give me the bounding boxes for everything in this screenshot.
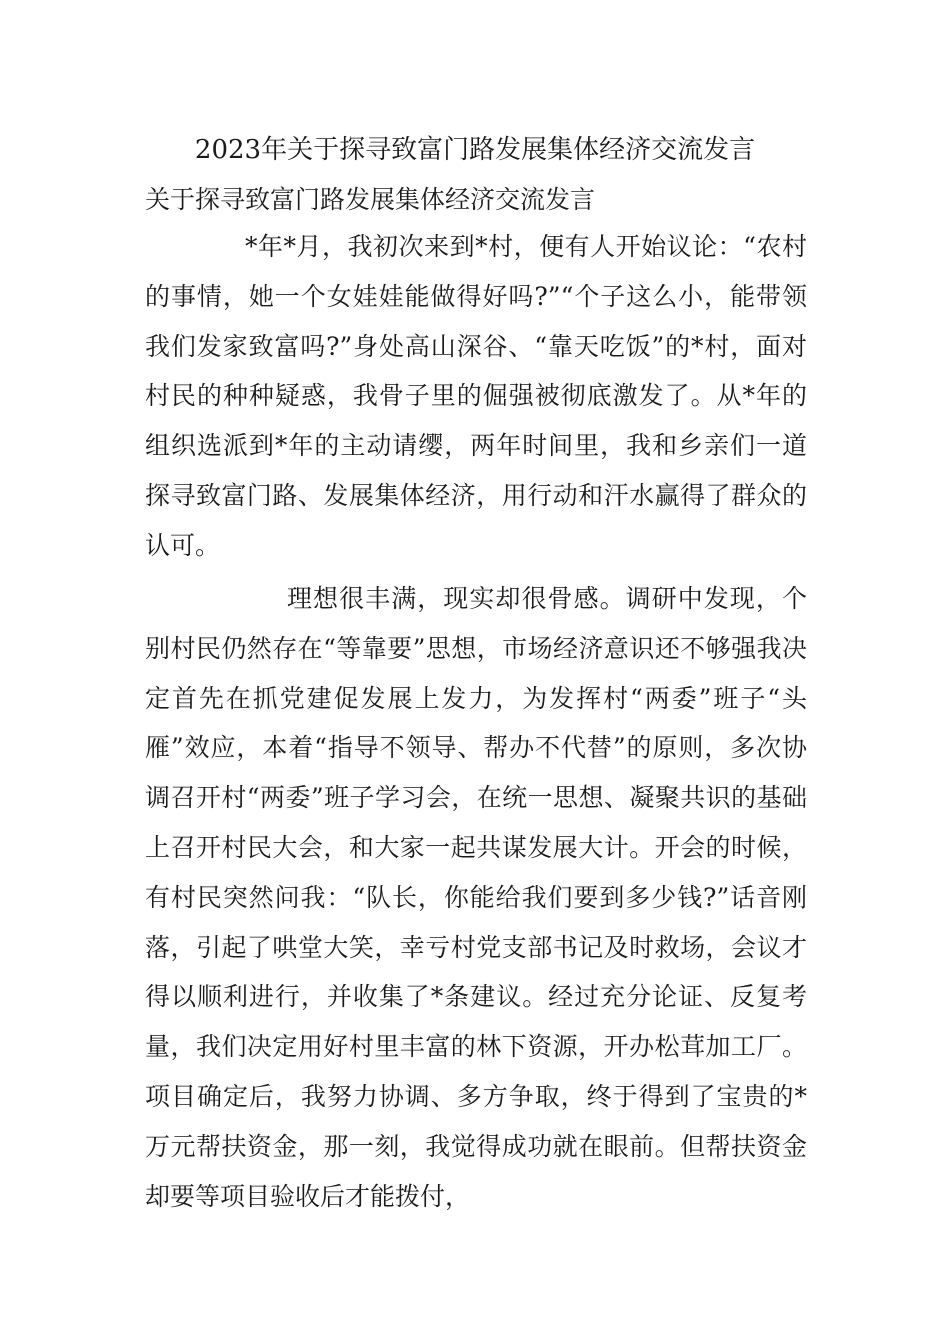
document-subtitle: 关于探寻致富门路发展集体经济交流发言 [145,185,596,214]
body-paragraph-1: *年*月，我初次来到*村，便有人开始议论：“农村的事情，她一个女娃娃能做得好吗?”“个子这么小，能带领我们发家致富吗?”身处高山深谷、“靠天吃饭”的*村，面对村民的种种疑惑，我骨子里的倔强被彻底激发了。从*年的组织选派到*年的主动请缨，两年时间里，我和乡亲们一道探寻致富门路、发展集体经济，用行动和汗水赢得了群众的认可。 [145,232,807,560]
body-paragraph-2: 理想很丰满，现实却很骨感。调研中发现，个别村民仍然存在“等靠要”思想，市场经济意识还不够强我决定首先在抓党建促发展上发力，为发挥村“两委”班子“头雁”效应，本着“指导不领导、帮办不代替”的原则，多次协调召开村“两委”班子学习会，在统一思想、凝聚共识的基础上召开村民大会，和大家一起共谋发展大计。开会的时候，有村民突然问我：“队长，你能给我们要到多少钱?”话音刚落，引起了哄堂大笑，幸亏村党支部书记及时救场，会议才得以顺利进行，并收集了*条建议。经过充分论证、反复考量，我们决定用好村里丰富的林下资源，开办松茸加工厂。项目确定后，我努力协调、多方争取，终于得到了宝贵的*万元帮扶资金，那一刻，我觉得成功就在眼前。但帮扶资金却要等项目验收后才能拨付， [145,584,807,1211]
document-title: 2023年关于探寻致富门路发展集体经济交流发言 [194,135,756,165]
